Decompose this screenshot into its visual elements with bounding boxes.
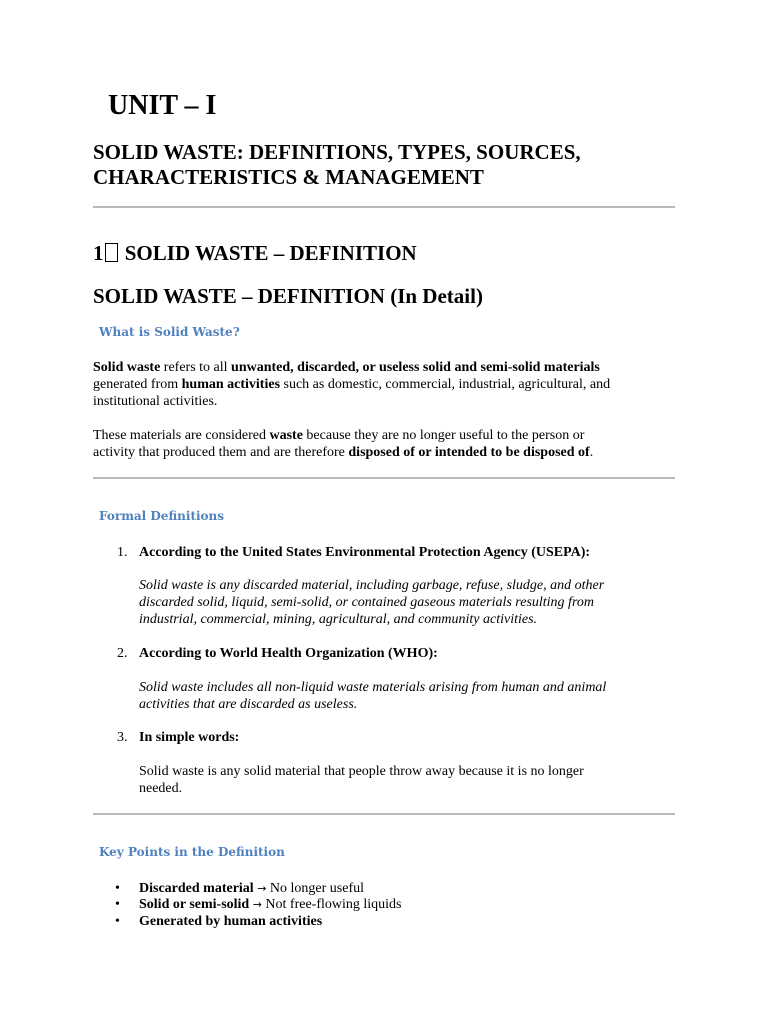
text: such as domestic, commercial, industrial, agricultural, and (280, 377, 611, 392)
definition-line: needed. (139, 781, 183, 796)
bullet-icon: • (115, 881, 120, 896)
bullet-icon: • (115, 914, 120, 929)
list-item (93, 913, 675, 930)
formal-definitions-heading: Formal Definitions (99, 509, 225, 523)
text: refers to all (160, 360, 232, 375)
bullet-icon: • (115, 897, 120, 912)
bold-text: Generated by human activities (139, 914, 323, 929)
list-number: 1. (117, 545, 128, 560)
text: activity that produced them and are therefore (93, 445, 349, 460)
text: No longer useful (269, 881, 365, 896)
definition-line: activities that are discarded as useless. (139, 697, 358, 712)
main-title-line-1: SOLID WASTE: DEFINITIONS, TYPES, SOURCES, (93, 140, 581, 164)
bold-text: Solid waste (93, 360, 161, 375)
document-page (93, 0, 675, 1024)
what-is-heading: What is Solid Waste? (99, 325, 240, 339)
list-number: 2. (117, 646, 128, 661)
divider (93, 477, 675, 479)
paragraph-line (93, 427, 675, 444)
bold-text: Solid or semi-solid (139, 897, 250, 912)
missing-glyph-icon (105, 243, 118, 262)
bold-text: waste (269, 428, 303, 443)
text: . (589, 445, 594, 460)
divider (93, 813, 675, 815)
unit-title: UNIT – I (108, 90, 217, 121)
right-arrow-icon: → (257, 882, 267, 895)
definition-line: discarded solid, liquid, semi-solid, or contained gaseous materials resulting from (139, 595, 594, 610)
list-number: 3. (117, 730, 128, 745)
bold-text: disposed of or intended to be disposed of (348, 445, 590, 460)
what-is-paragraph-2 (93, 427, 675, 461)
text: Not free-flowing liquids (265, 897, 402, 912)
list-item (93, 896, 675, 913)
definition-line: industrial, commercial, mining, agricultural, and community activities. (139, 612, 538, 627)
list-item-text (139, 896, 402, 913)
main-title-line-2: CHARACTERISTICS & MANAGEMENT (93, 165, 484, 189)
paragraph-line (93, 444, 675, 461)
definition-line: Solid waste includes all non-liquid waste materials arising from human and animal (139, 680, 607, 695)
text: These materials are considered (93, 428, 270, 443)
list-item (93, 880, 675, 897)
key-points-heading: Key Points in the Definition (99, 845, 285, 859)
definition-text (139, 577, 675, 628)
section-heading (93, 240, 417, 266)
list-item-text (139, 880, 364, 897)
definition-source: According to the United States Environmental Protection Agency (USEPA): (139, 545, 591, 560)
right-arrow-icon: → (252, 898, 262, 911)
paragraph-line (93, 376, 675, 393)
divider (93, 206, 675, 208)
list-item-text (139, 913, 322, 930)
bold-text: human activities (181, 377, 281, 392)
definition-source: According to World Health Organization (WHO): (139, 646, 438, 661)
section-number: 1 (93, 241, 104, 265)
definition-source: In simple words: (139, 730, 240, 745)
definition-text (139, 763, 675, 797)
bold-text: Discarded material (139, 881, 254, 896)
text: generated from (93, 377, 182, 392)
paragraph-line: institutional activities. (93, 394, 218, 409)
section-heading-text: SOLID WASTE – DEFINITION (124, 241, 417, 265)
definition-line: Solid waste is any solid material that people throw away because it is no longer (139, 764, 584, 779)
main-title (93, 140, 675, 190)
definition-text (139, 679, 675, 713)
text: because they are no longer useful to the person or (302, 428, 585, 443)
what-is-paragraph-1 (93, 359, 675, 410)
bold-text: unwanted, discarded, or useless solid and semi-solid materials (231, 360, 600, 375)
section-subheading: SOLID WASTE – DEFINITION (In Detail) (93, 284, 483, 308)
paragraph-line (93, 359, 675, 376)
definition-line: Solid waste is any discarded material, including garbage, refuse, sludge, and other (139, 578, 605, 593)
